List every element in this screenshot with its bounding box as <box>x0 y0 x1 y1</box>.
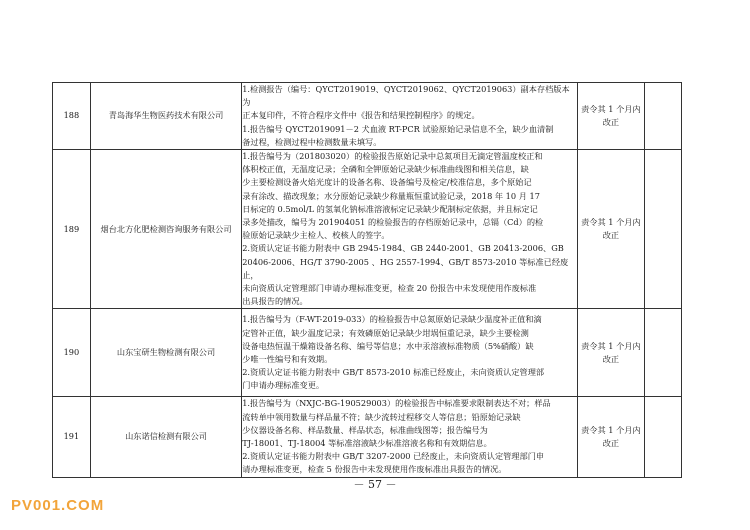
organization-name: 青岛海华生物医药技术有限公司 <box>90 83 241 150</box>
row-number: 191 <box>53 397 91 477</box>
organization-name: 烟台北方化肥检测咨询服务有限公司 <box>90 150 241 309</box>
issue-line: 流转单中领用数量与样品量不符；缺少流转过程移交人等信息；铅原始记录缺 <box>242 411 521 422</box>
table-row <box>53 150 682 309</box>
remarks-cell <box>645 150 682 309</box>
remarks-cell <box>645 309 682 397</box>
issue-line: 备过程，检测过程中检测数量未填写。 <box>242 136 382 147</box>
issues-description <box>242 150 577 309</box>
site-watermark: PV001.COM <box>11 497 105 514</box>
remarks-cell <box>645 83 682 150</box>
table-row <box>53 397 682 477</box>
issue-line: 20406-2006、HG/T 3790-2005 、HG 2557-1994、GB/T 8573-2010 等标准已经废止， <box>242 256 569 280</box>
issue-line: 日标定的 0.5mol/L 的氢氧化钠标准溶液标定记录缺少配制标定依据，并且标定记 <box>242 203 538 214</box>
issue-line: 少唯一性编号和有效期。 <box>242 353 333 364</box>
issue-line: TJ-18001、TJ-18004 等标准溶液缺少标准溶液名称和有效期信息。 <box>242 438 492 449</box>
issues-description <box>242 309 577 397</box>
issue-line: 2.资质认定证书能力附表中 GB/T 3207-2000 已经废止，未向资质认定管理部门申 <box>242 451 545 462</box>
issue-line: 出具报告的情况。 <box>242 296 308 307</box>
rectification-action: 责令其 1 个月内改正 <box>577 150 645 309</box>
issue-line: 请办理标准变更，检查 5 份报告中未发现使用作废标准出具报告的情况。 <box>242 464 507 475</box>
issue-line: 1.报告编号 QYCT2019091－2 犬血液 RT-PCR 试验原始记录信息不全，缺少血清制 <box>242 123 554 134</box>
organization-name: 山东宝研生物检测有限公司 <box>90 309 241 397</box>
issue-line: 2.资质认定证书能力附表中 GB 2945-1984、GB 2440-2001、GB 20413-2006、GB <box>242 243 564 254</box>
page-number: － 57 － <box>353 478 397 491</box>
table-row <box>53 83 682 150</box>
table-row <box>53 309 682 397</box>
row-number: 188 <box>53 83 91 150</box>
row-number: 190 <box>53 309 91 397</box>
row-number: 189 <box>53 150 91 309</box>
issues-description <box>242 83 577 150</box>
issue-line: 验原始记录缺少主检人、校核人的签字。 <box>242 230 390 241</box>
issue-line: 定管补正值，缺少温度记录；有效磷原始记录缺少坩埚恒重记录，缺少主要检测 <box>242 327 529 338</box>
issue-line: 少仪器设备名称、样品数量、样品状态，标准曲线图等；报告编号为 <box>242 424 488 435</box>
organization-name: 山东诺信检测有限公司 <box>90 397 241 477</box>
issue-line: 设备电热恒温干燥箱设备名称、编号等信息；水中汞溶液标准物质（5%硝酸）缺 <box>242 340 534 351</box>
issue-line: 录有涂改、描改现象；水分原始记录缺少称量瓶恒重试验记录，2018 年 10 月 17 <box>242 190 540 201</box>
issue-line: 1.报告编号为（201803020）的检验报告原始记录中总氮项目无滴定管温度校正和 <box>242 151 543 162</box>
issue-line: 2.资质认定证书能力附表中 GB/T 8573-2010 标准已经废止，未向资质认定管理部 <box>242 367 545 378</box>
issues-description <box>242 397 577 477</box>
issue-line: 正本复印件，不符合程序文件中《报告和结果控制程序》的规定。 <box>242 110 480 121</box>
rectification-action: 责令其 1 个月内改正 <box>577 397 645 477</box>
issue-line: 少主要检测设备火焰光度计的设备名称、设备编号及检定/校准信息，多个原始记 <box>242 177 532 188</box>
table-body <box>53 83 682 478</box>
remarks-cell <box>645 397 682 477</box>
issue-line: 1.检测报告（编号：QYCT2019019、QYCT2019062、QYCT2019063）副本存档版本为 <box>242 84 570 108</box>
rectification-action: 责令其 1 个月内改正 <box>577 309 645 397</box>
issue-line: 录多处描改，编号为 201904051 的检验报告的存档原始记录中，总镉（Cd）的检 <box>242 217 544 228</box>
inspection-results-table <box>52 82 682 478</box>
issue-line: 1.报告编号为（NXJC-BG-190529003）的检验报告中标准要求限制表达不对；样品 <box>242 398 551 409</box>
rectification-action: 责令其 1 个月内改正 <box>577 83 645 150</box>
issue-line: 体积校正值，无温度记录；全磷和全钾原始记录缺少标准曲线图和相关信息，缺 <box>242 164 529 175</box>
issue-line: 门申请办理标准变更。 <box>242 380 325 391</box>
issue-line: 1.报告编号为（F-WT-2019-033）的检验报告中总氮原始记录缺少温度补正值和滴 <box>242 314 542 325</box>
issue-line: 未向资质认定管理部门申请办理标准变更，检查 20 份报告中未发现使用作废标准 <box>242 283 537 294</box>
